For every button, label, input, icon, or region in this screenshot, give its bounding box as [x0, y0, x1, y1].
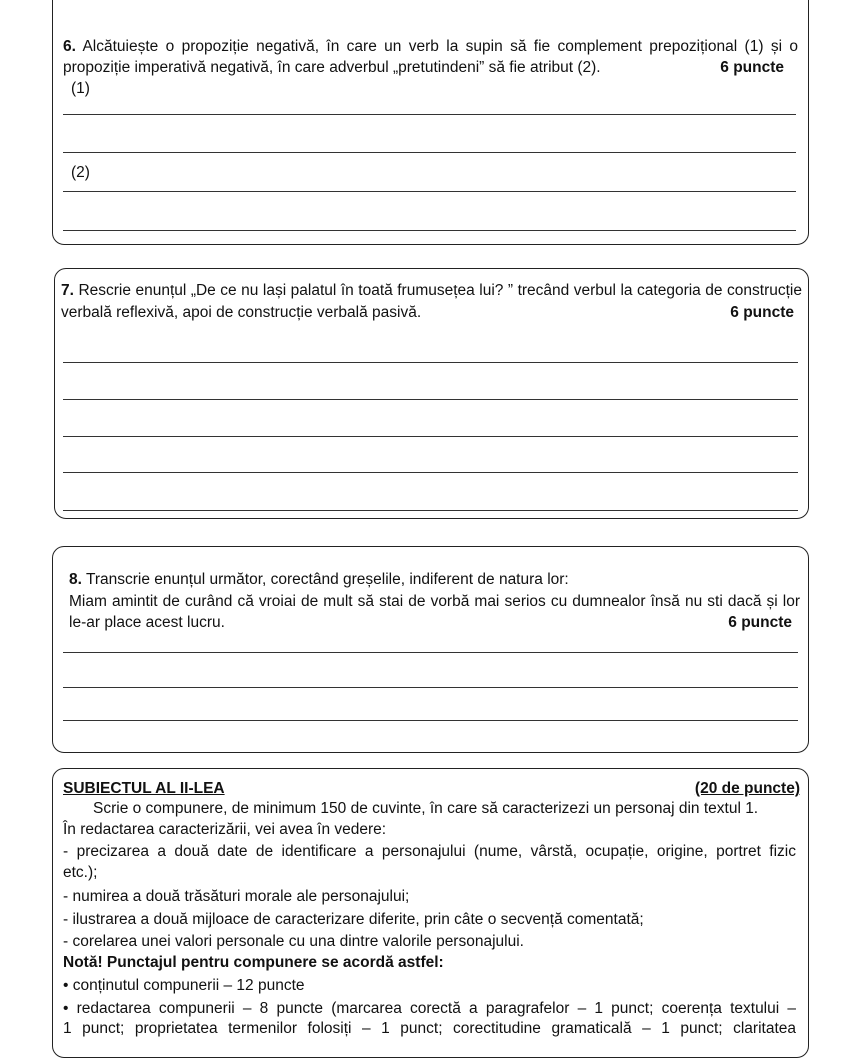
note-heading: Notă! Punctajul pentru compunere se acordă astfel: [63, 954, 444, 971]
instruction-line: În redactarea caracterizării, vei avea în vedere: [63, 821, 387, 838]
question-text: Transcrie enunțul următor, corectând greșelile, indiferent de natura lor: [85, 571, 569, 588]
answer-line[interactable] [63, 152, 796, 153]
instruction-line: - numirea a două trăsături morale ale personajului; [63, 888, 410, 905]
answer-label-1: (1) [71, 80, 90, 97]
answer-line[interactable] [63, 436, 798, 437]
instruction-line: - ilustrarea a două mijloace de caracterizare diferite, prin câte o secvență comentată; [63, 911, 644, 928]
question-7-box [54, 268, 809, 519]
question-8-line3: le-ar place acest lucru. [69, 614, 225, 631]
answer-line[interactable] [63, 114, 796, 115]
question-6-line2: propoziție imperativă negativă, în care adverbul „pretutindeni” să fie atribut (2). [63, 59, 601, 76]
bullet-line: • redactarea compunerii – 8 puncte (marcarea corectă a paragrafelor – 1 punct; coerența textului – [63, 1000, 796, 1017]
question-7-line1 [61, 281, 802, 301]
question-6-line1 [63, 37, 798, 57]
question-6-points: 6 puncte [720, 59, 784, 76]
question-7-line2: verbală reflexivă, apoi de construcție verbală pasivă. [61, 304, 422, 321]
question-number: 7. [61, 282, 74, 299]
answer-label-2: (2) [71, 164, 90, 181]
subject-2-title: SUBIECTUL AL II-LEA [63, 780, 225, 797]
question-7-points: 6 puncte [730, 304, 794, 321]
answer-line[interactable] [63, 362, 798, 363]
question-number: 8. [69, 571, 82, 588]
question-8-line2: Miam amintit de curând că vroiai de mult să stai de vorbă mai serios cu dumnealor însă nu sti dacă și lor [69, 593, 800, 610]
answer-line[interactable] [63, 687, 798, 688]
bullet-line: • conținutul compunerii – 12 puncte [63, 977, 305, 994]
subject-2-points: (20 de puncte) [694, 780, 800, 797]
instruction-line: - corelarea unei valori personale cu una dintre valorile personajului. [63, 933, 524, 950]
answer-line[interactable] [63, 399, 798, 400]
question-8-box [52, 546, 809, 753]
question-6-box [52, 0, 809, 245]
answer-line[interactable] [63, 472, 798, 473]
question-text: Alcătuiește o propoziție negativă, în care un verb la supin să fie complement prepozițional (1) și o [82, 38, 798, 55]
answer-line[interactable] [63, 230, 796, 231]
question-number: 6. [63, 38, 76, 55]
instruction-line: Scrie o compunere, de minimum 150 de cuvinte, în care să caracterizezi un personaj din textul 1. [93, 800, 759, 817]
answer-line[interactable] [63, 191, 796, 192]
answer-line[interactable] [63, 510, 798, 511]
question-8-line1 [69, 570, 569, 590]
question-text: Rescrie enunțul „De ce nu lași palatul în toată frumusețea lui? ” trecând verbul la categoria de construcție [78, 282, 802, 299]
instruction-line: - precizarea a două date de identificare a personajului (nume, vârstă, ocupație, origine, portret fizic [63, 843, 796, 860]
question-8-points: 6 puncte [728, 614, 792, 631]
bullet-line: 1 punct; proprietatea termenilor folosiți – 1 punct; corectitudine gramaticală – 1 punct; claritatea [63, 1020, 796, 1037]
subject-2-box [52, 768, 809, 1058]
answer-line[interactable] [63, 720, 798, 721]
answer-line[interactable] [63, 652, 798, 653]
instruction-line: etc.); [63, 864, 98, 881]
